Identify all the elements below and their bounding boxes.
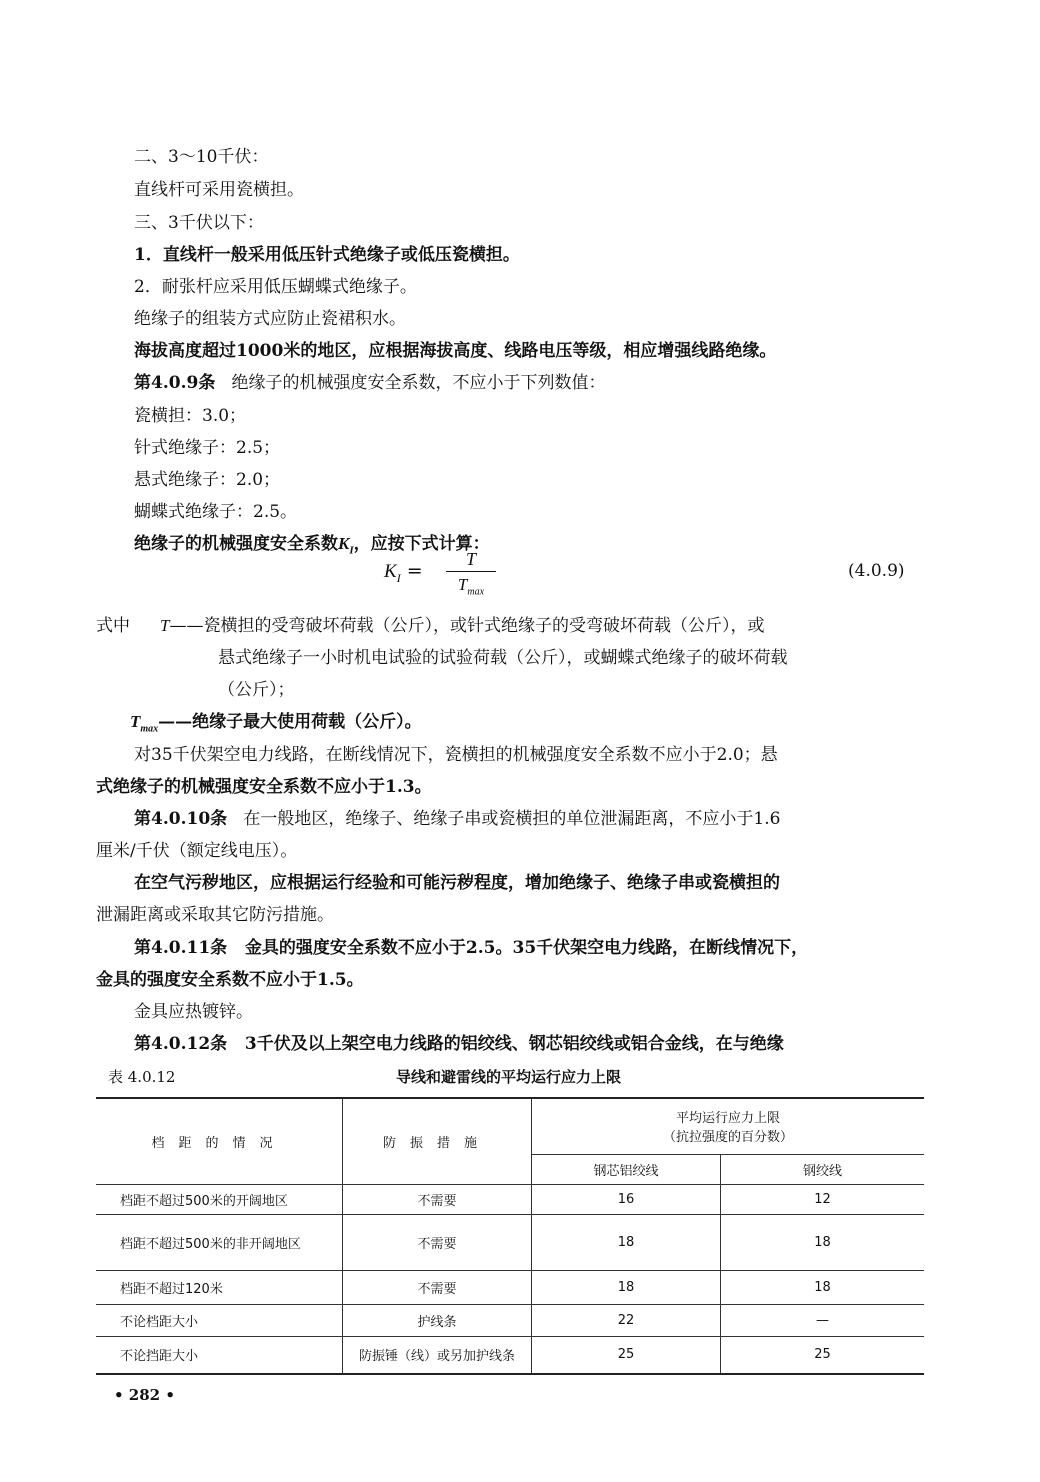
header-span-condition: 档距的情况 <box>96 1098 343 1184</box>
symbol-k-sub: I <box>349 544 354 557</box>
pollution-2: 泄漏距离或采取其它防污措施。 <box>96 905 334 925</box>
value-suspension: 悬式绝缘子：2.0； <box>134 470 281 490</box>
cell-steel: 18 <box>721 1214 925 1270</box>
t-definition-1 <box>160 613 764 639</box>
cell-steel: 18 <box>721 1270 925 1304</box>
t-definition-3: （公斤）； <box>218 680 295 700</box>
formula-fraction <box>446 548 496 603</box>
equation-number: (4.0.9) <box>848 561 905 581</box>
header-acsr: 钢芯铝绞线 <box>532 1154 721 1184</box>
tmax-definition-text: ——绝缘子最大使用荷载（公斤）。 <box>158 712 422 732</box>
item-2: 2．耐张杆应采用低压蝴蝶式绝缘子。 <box>134 277 417 297</box>
table-label: 表 4.0.12 <box>108 1068 176 1086</box>
article-label: 第4.0.10条 <box>134 809 228 829</box>
formula-equals: = <box>406 560 423 582</box>
formula-k: K <box>384 561 397 582</box>
symbol-t: T <box>160 616 170 635</box>
table-row <box>96 1184 924 1214</box>
fraction-bar <box>446 571 496 572</box>
table-title: 导线和避雷线的平均运行应力上限 <box>396 1068 622 1086</box>
table-row <box>96 1214 924 1270</box>
article-4-0-9 <box>134 370 606 396</box>
table-row <box>96 1336 924 1374</box>
cell-measure: 防振锤（线）或另加护线条 <box>343 1336 532 1374</box>
tmax-definition <box>130 709 422 742</box>
cell-steel: 12 <box>721 1184 925 1214</box>
cell-span: 档距不超过500米的开阔地区 <box>96 1184 343 1214</box>
header-vibration-measure: 防振措施 <box>343 1098 532 1184</box>
cell-steel: — <box>721 1304 925 1336</box>
article-label: 第4.0.12条 <box>134 1034 228 1054</box>
clause-below-3kv: 三、3千伏以下： <box>134 213 264 233</box>
article-text: 3千伏及以上架空电力线路的铝绞线、钢芯铝绞线或铝合金线，在与绝缘 <box>244 1034 784 1054</box>
article-4-0-12 <box>134 1031 784 1057</box>
cell-measure: 不需要 <box>343 1270 532 1304</box>
table-row <box>96 1304 924 1336</box>
clause-3-10kv: 二、3～10千伏： <box>134 147 269 167</box>
t-definition-text: ——瓷横担的受弯破坏荷载（公斤），或针式绝缘子的受弯破坏荷载（公斤），或 <box>169 616 765 636</box>
article-label: 第4.0.11条 <box>134 938 228 958</box>
formula-4-0-9 <box>384 548 514 598</box>
cell-acsr: 18 <box>532 1270 721 1304</box>
page-number: • 282 • <box>114 1386 175 1404</box>
calc-intro-post: ，应按下式计算： <box>353 534 490 554</box>
article-text: 绝缘子的机械强度安全系数，不应小于下列数值： <box>231 373 606 393</box>
pollution-1: 在空气污秽地区，应根据运行经验和可能污秽程度，增加绝缘子、绝缘子串或瓷横担的 <box>134 873 780 893</box>
formula-lhs <box>384 560 423 586</box>
cell-steel: 25 <box>721 1336 925 1374</box>
where-label: 式中 <box>96 616 130 636</box>
header-stress-limit <box>532 1098 925 1154</box>
calc-intro-pre: 绝缘子的机械强度安全系数 <box>134 534 338 554</box>
altitude-note: 海拔高度超过1000米的地区，应根据海拔高度、线路电压等级，相应增强线路绝缘。 <box>134 341 777 361</box>
stress-table <box>96 1097 924 1375</box>
symbol-tmax-sub: max <box>140 723 159 735</box>
item-1: 1．直线杆一般采用低压针式绝缘子或低压瓷横担。 <box>134 245 520 265</box>
cell-acsr: 16 <box>532 1184 721 1214</box>
formula-k-sub: I <box>396 570 401 585</box>
clause-straight-pole: 直线杆可采用瓷横担。 <box>134 180 304 200</box>
header-stress-line2: （抗拉强度的百分数） <box>662 1130 793 1146</box>
cell-acsr: 22 <box>532 1304 721 1336</box>
para-35kv-1: 对35千伏架空电力线路，在断线情况下，瓷横担的机械强度安全系数不应小于2.0；悬 <box>134 745 778 765</box>
cell-acsr: 25 <box>532 1336 721 1374</box>
cell-measure: 护线条 <box>343 1304 532 1336</box>
cell-span: 不论挡距大小 <box>96 1336 343 1374</box>
header-steel: 钢绞线 <box>721 1154 925 1184</box>
cell-measure: 不需要 <box>343 1214 532 1270</box>
article-4-0-10-cont: 厘米/千伏（额定线电压）。 <box>96 841 298 861</box>
article-label: 第4.0.9条 <box>134 373 216 393</box>
value-pin: 针式绝缘子：2.5； <box>134 438 281 458</box>
formula-den-sub: max <box>467 586 485 598</box>
article-4-0-11 <box>134 935 808 961</box>
cell-span: 不论档距大小 <box>96 1304 343 1336</box>
formula-numerator: T <box>465 549 476 569</box>
cell-acsr: 18 <box>532 1214 721 1270</box>
article-4-0-11-cont: 金具的强度安全系数不应小于1.5。 <box>96 970 364 990</box>
header-stress-line1: 平均运行应力上限 <box>675 1111 780 1127</box>
galvanize-note: 金具应热镀锌。 <box>134 1002 253 1022</box>
formula-denominator <box>446 574 496 603</box>
assembly-note: 绝缘子的组装方式应防止瓷裙积水。 <box>134 309 406 329</box>
cell-measure: 不需要 <box>343 1184 532 1214</box>
t-definition-2: 悬式绝缘子一小时机电试验的试验荷载（公斤），或蝴蝶式绝缘子的破坏荷载 <box>218 648 788 668</box>
formula-den-t: T <box>457 575 468 594</box>
para-35kv-2: 式绝缘子的机械强度安全系数不应小于1.3。 <box>96 777 432 797</box>
article-4-0-10 <box>134 806 780 832</box>
value-porcelain: 瓷横担：3.0； <box>134 406 247 426</box>
cell-span: 档距不超过120米 <box>96 1270 343 1304</box>
cell-span: 档距不超过500米的非开阔地区 <box>96 1214 343 1270</box>
table-row <box>96 1270 924 1304</box>
symbol-k: K <box>338 534 350 553</box>
article-text: 金具的强度安全系数不应小于2.5。35千伏架空电力线路，在断线情况下， <box>244 938 809 958</box>
value-butterfly: 蝴蝶式绝缘子：2.5。 <box>134 502 298 522</box>
article-text: 在一般地区，绝缘子、绝缘子串或瓷横担的单位泄漏距离，不应小于1.6 <box>243 809 781 829</box>
symbol-tmax: T <box>130 712 141 731</box>
